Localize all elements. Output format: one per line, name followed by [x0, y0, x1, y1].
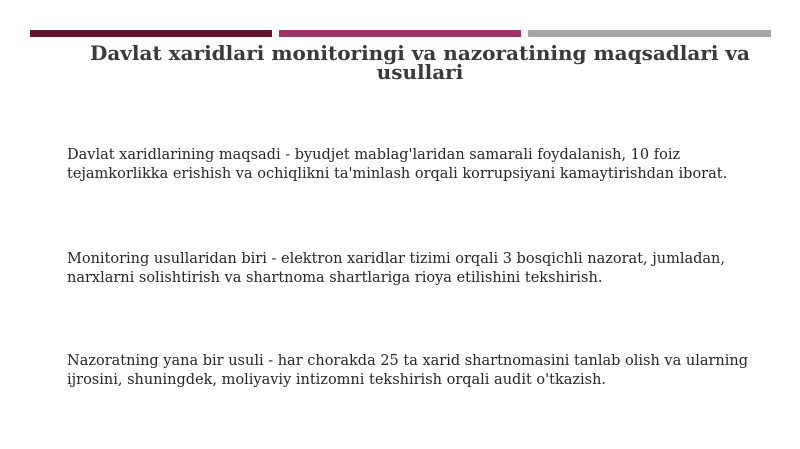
paragraph-monitoring: Monitoring usullaridan biri - elektron xaridlar tizimi orqali 3 bosqichli nazorat, jumladan, narxlarni solishtirish va shartnoma shartlariga rioya etilishini tekshirish. — [67, 251, 725, 286]
paragraph-control: Nazoratning yana bir usuli - har chorakda 25 ta xarid shartnomasini tanlab olish va ularning ijrosini, shuningdek, moliyaviy intizomni tekshirish orqali audit o'tkazish. — [67, 353, 749, 388]
accent-bar-dark — [30, 30, 272, 37]
accent-bar-gray — [528, 30, 771, 37]
slide-title: Davlat xaridlari monitoringi va nazoratining maqsadlari va usullari — [89, 41, 751, 84]
paragraph-goal: Davlat xaridlarining maqsadi - byudjet mablag'laridan samarali foydalanish, 10 foiz tejamkorlikka erishish va ochiqlikni ta'minlash orqali korrupsiyani kamaytirishdan iborat. — [67, 147, 728, 182]
accent-bar-magenta — [279, 30, 521, 37]
